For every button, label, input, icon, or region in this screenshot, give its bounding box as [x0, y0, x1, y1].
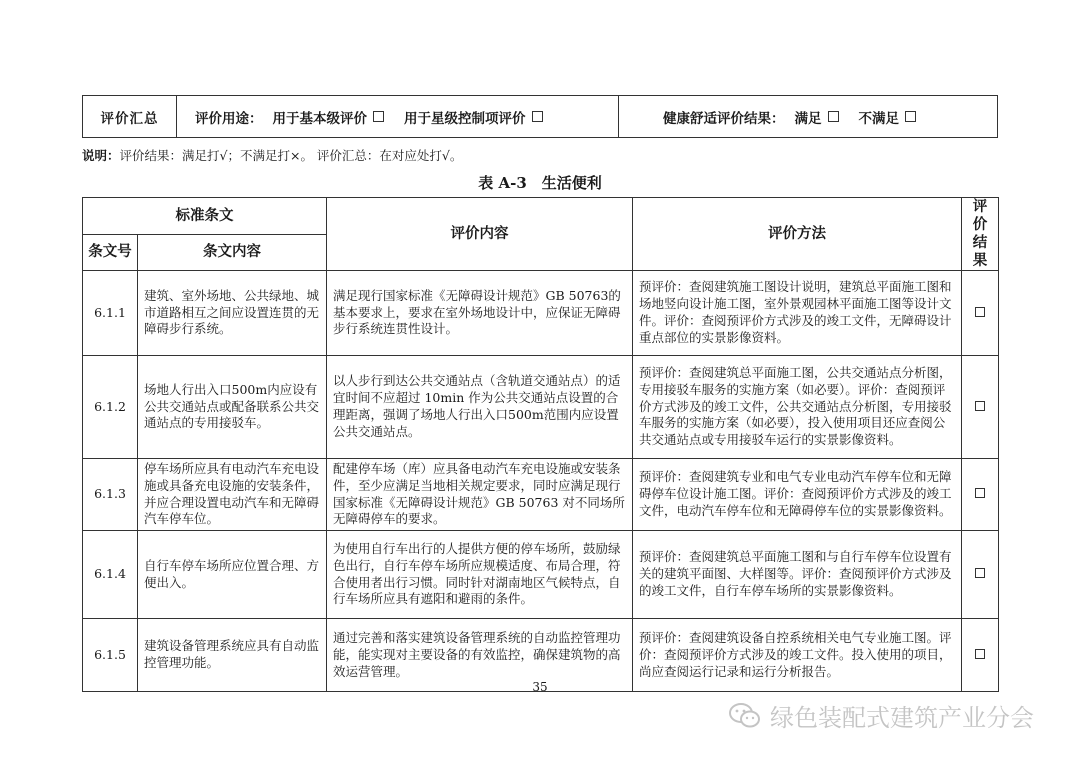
health-yes-checkbox[interactable]: [828, 111, 839, 122]
eval-method: 预评价：查阅建筑总平面施工图和与自行车停车位设置有关的建筑平面图、大样图等。评价：查阅预评价方式涉及的竣工文件，自行车停车场所的实景影像资料。: [633, 531, 962, 619]
clause-code: 6.1.5: [83, 619, 138, 692]
header-eval-method: 评价方法: [633, 198, 962, 271]
clause-content: 自行车停车场所应位置合理、方便出入。: [138, 531, 327, 619]
evaluation-summary-bar: [82, 95, 998, 138]
usage-basic-label: 用于基本级评价: [272, 110, 367, 127]
health-label: 健康舒适评价结果：: [663, 110, 785, 127]
clause-content: 场地人行出入口500m内应设有公共交通站点或配备联系公共交通站点的专用接驳车。: [138, 356, 327, 459]
result-checkbox[interactable]: [975, 649, 985, 659]
header-standard: 标准条文: [83, 198, 327, 235]
eval-content: 以人步行到达公共交通站点（含轨道交通站点）的适宜时间不应超过 10min 作为公共交通站点设置的合理距离，强调了场地人行出入口500m范围内应设置公共交通站点。: [327, 356, 633, 459]
result-cell: [962, 459, 999, 531]
clause-code: 6.1.3: [83, 459, 138, 531]
health-yes-label: 满足: [794, 110, 822, 127]
table-row: [83, 271, 999, 356]
result-cell: [962, 531, 999, 619]
eval-method: 预评价：查阅建筑总平面施工图，公共交通站点分析图，专用接驳车服务的实施方案（如必要）。评价：查阅预评价方式涉及的竣工文件，公共交通站点分析图，专用接驳车服务的实施方案（如必要），投入使用项目还应查阅公共交通站点或专用接驳车运行的实景影像资料。: [633, 356, 962, 459]
eval-method: 预评价：查阅建筑专业和电气专业电动汽车停车位和无障碍停车位设计施工图。评价：查阅预评价方式涉及的竣工文件，电动汽车停车位和无障碍停车位的实景影像资料。: [633, 459, 962, 531]
health-no-checkbox[interactable]: [905, 111, 916, 122]
explanation-note: [82, 146, 462, 164]
header-eval-result: 评价结果: [962, 198, 999, 271]
page-number: 35: [532, 680, 548, 694]
health-no-label: 不满足: [858, 110, 899, 127]
clause-code: 6.1.4: [83, 531, 138, 619]
header-eval-content: 评价内容: [327, 198, 633, 271]
result-cell: [962, 271, 999, 356]
table-row: [83, 356, 999, 459]
health-result: [619, 96, 997, 137]
eval-content: 配建停车场（库）应具备电动汽车充电设施或安装条件，至少应满足当地相关规定要求，同时应满足现行国家标准《无障碍设计规范》GB 50763 对不同场所无障碍停车的要求。: [327, 459, 633, 531]
usage-label: 评价用途：: [195, 110, 263, 127]
usage-star-checkbox[interactable]: [532, 111, 543, 122]
note-prefix: 说明：: [82, 148, 120, 163]
evaluation-table: [82, 197, 999, 692]
header-clause-no: 条文号: [83, 234, 138, 271]
usage-basic-checkbox[interactable]: [373, 111, 384, 122]
table-row: [83, 531, 999, 619]
clause-code: 6.1.2: [83, 356, 138, 459]
result-cell: [962, 356, 999, 459]
usage-star-label: 用于星级控制项评价: [404, 110, 526, 127]
table-row: [83, 459, 999, 531]
clause-content: 建筑设备管理系统应具有自动监控管理功能。: [138, 619, 327, 692]
evaluation-usage: [177, 96, 619, 137]
clause-code: 6.1.1: [83, 271, 138, 356]
watermark: [728, 698, 1034, 733]
wechat-icon: [728, 702, 762, 730]
eval-content: 为使用自行车出行的人提供方便的停车场所，鼓励绿色出行，自行车停车场所应规模适度、布局合理，符合使用者出行习惯。同时针对湖南地区气候特点，自行车场所应具有遮阳和避雨的条件。: [327, 531, 633, 619]
header-clause-content: 条文内容: [138, 234, 327, 271]
note-text: 评价结果：满足打√；不满足打×。 评价汇总：在对应处打√。: [119, 148, 463, 163]
clause-content: 停车场所应具有电动汽车充电设施或具备充电设施的安装条件，并应合理设置电动汽车和无障碍汽车停车位。: [138, 459, 327, 531]
eval-method: 预评价：查阅建筑设备自控系统相关电气专业施工图。评价：查阅预评价方式涉及的竣工文件。投入使用的项目，尚应查阅运行记录和运行分析报告。: [633, 619, 962, 692]
result-checkbox[interactable]: [975, 401, 985, 411]
result-checkbox[interactable]: [975, 488, 985, 498]
result-checkbox[interactable]: [975, 307, 985, 317]
eval-method: 预评价：查阅建筑施工图设计说明，建筑总平面施工图和场地竖向设计施工图，室外景观园林平面施工图等设计文件。评价：查阅预评价方式涉及的竣工文件，无障碍设计重点部位的实景影像资料。: [633, 271, 962, 356]
clause-content: 建筑、室外场地、公共绿地、城市道路相互之间应设置连贯的无障碍步行系统。: [138, 271, 327, 356]
eval-content: 满足现行国家标准《无障碍设计规范》GB 50763的基本要求上，要求在室外场地设计中，应保证无障碍步行系统连贯性设计。: [327, 271, 633, 356]
summary-label: 评价汇总: [83, 96, 177, 137]
eval-content: 通过完善和落实建筑设备管理系统的自动监控管理功能，能实现对主要设备的有效监控，确保建筑物的高效运营管理。: [327, 619, 633, 692]
result-checkbox[interactable]: [975, 568, 985, 578]
watermark-text: 绿色装配式建筑产业分会: [770, 704, 1034, 732]
table-caption: 表 A-3 生活便利: [478, 174, 602, 192]
